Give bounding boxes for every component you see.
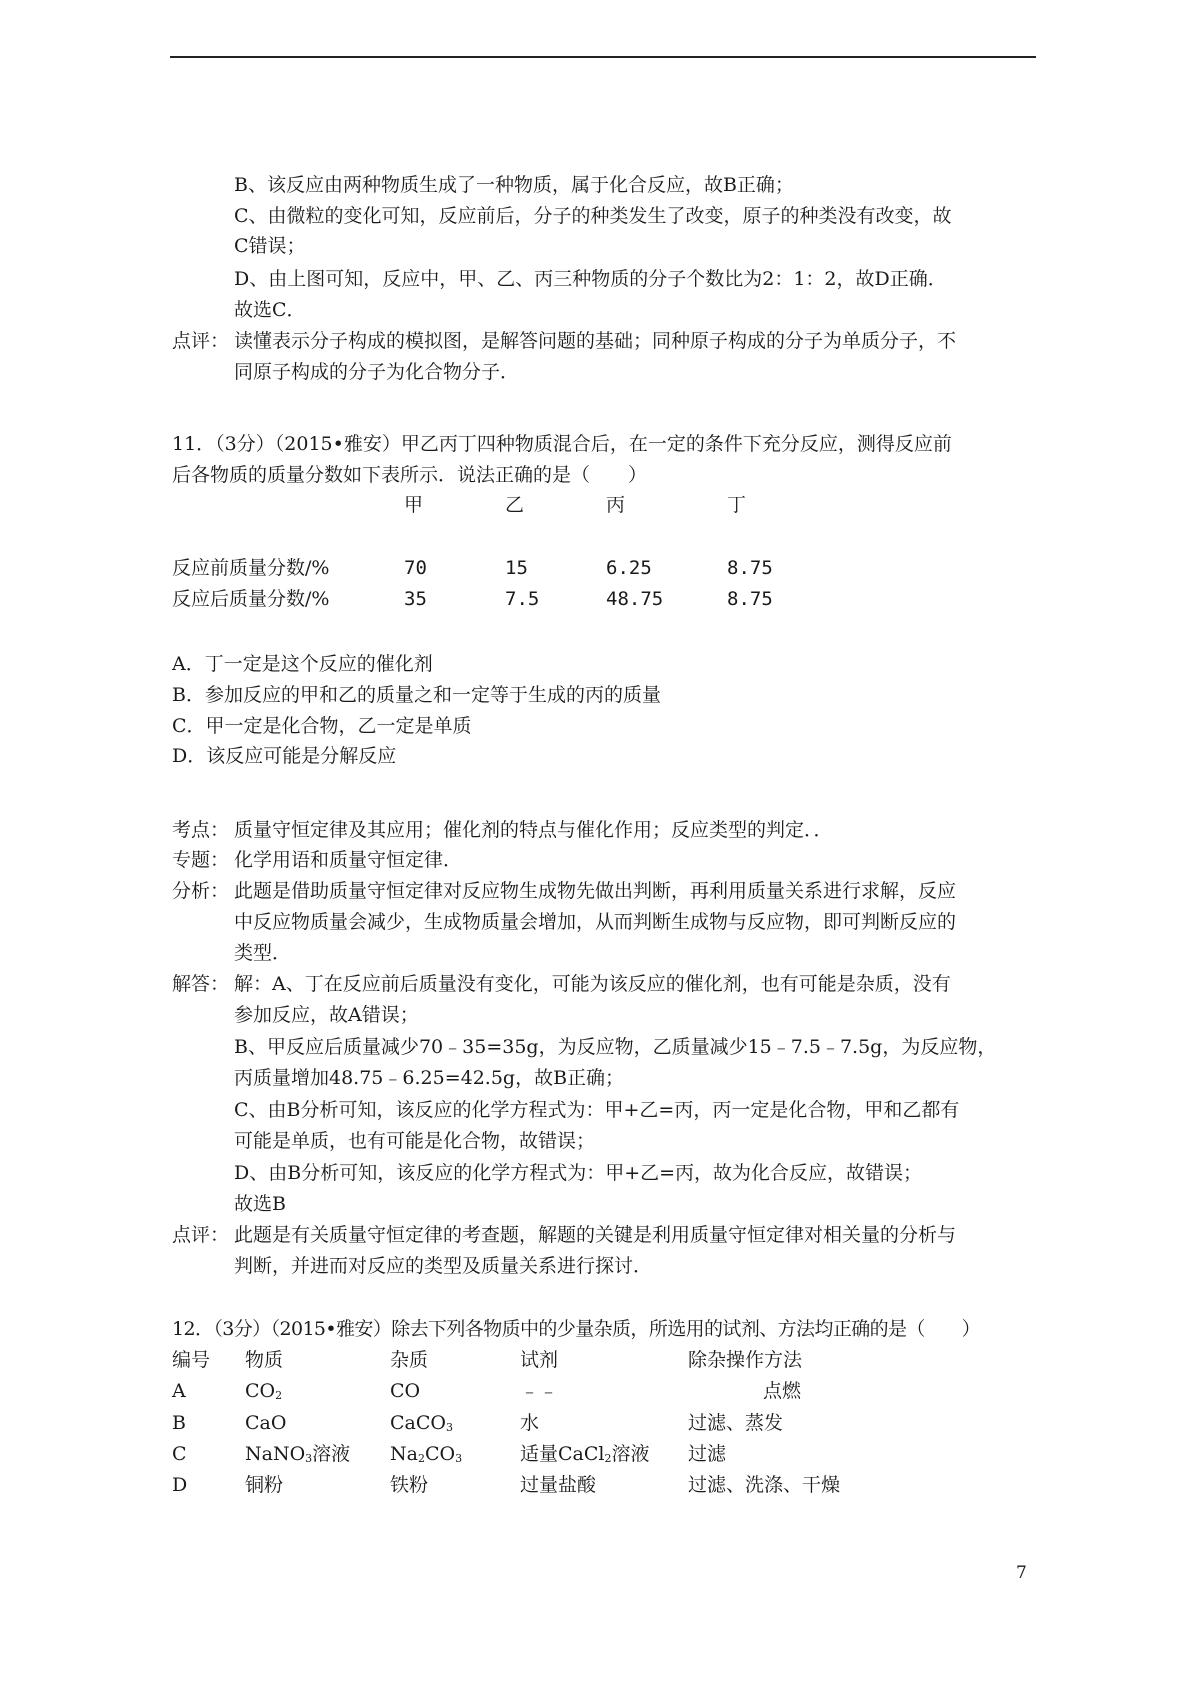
q12-substance: $CO_2$ — [245, 1380, 283, 1402]
q12-reagent: 过量盐酸 — [520, 1474, 597, 1496]
q12-reagent: 水 — [520, 1412, 540, 1434]
q12-row-id: D — [172, 1474, 188, 1496]
q11-option-d: D．该反应可能是分解反应 — [172, 745, 397, 767]
q11-cell: 15 — [505, 557, 528, 579]
q11-row-label: 反应前质量分数/% — [172, 557, 330, 579]
q10-comment-line: 同原子构成的分子为化合物分子． — [234, 361, 520, 383]
jieda-line: 参加反应，故A错误； — [234, 1004, 419, 1026]
q11-table-header: 乙 — [505, 494, 525, 516]
fenxi-line: 中反应物质量会减少，生成物质量会增加，从而判断生成物与反应物，即可判断反应的 — [234, 911, 957, 933]
q11-option-a: A．丁一定是这个反应的催化剂 — [172, 653, 433, 675]
q11-cell: 35 — [404, 588, 427, 610]
zhuanti-text: 化学用语和质量守恒定律． — [234, 849, 463, 871]
q10-comment-line: 读懂表示分子构成的模拟图，是解答问题的基础；同种原子构成的分子为单质分子，不 — [234, 330, 957, 352]
jieda-line: D、由B分析可知，该反应的化学方程式为：甲+乙=丙，故为化合反应，故错误； — [234, 1162, 923, 1184]
q11-cell: 7.5 — [505, 588, 540, 610]
q12-substance: 铜粉 — [245, 1474, 284, 1496]
q12-impurity: 铁粉 — [390, 1474, 429, 1496]
jieda-line: B、甲反应后质量减少70﹣35=35g，为反应物，乙质量减少15﹣7.5﹣7.5g，为反应物， — [234, 1036, 997, 1058]
dianping-line: 判断，并进而对反应的类型及质量关系进行探讨． — [234, 1255, 653, 1277]
q12-method: 点燃 — [763, 1380, 802, 1402]
q10-line: 故选C． — [234, 299, 306, 321]
q11-option-c: C．甲一定是化合物，乙一定是单质 — [172, 715, 472, 737]
page-number: 7 — [1016, 1563, 1027, 1583]
q12-method: 过滤 — [688, 1443, 727, 1465]
jieda-line: 丙质量增加48.75﹣6.25=42.5g，故B正确； — [234, 1067, 625, 1089]
q11-cell: 70 — [404, 557, 427, 579]
kaodian-text: 质量守恒定律及其应用；催化剂的特点与催化作用；反应类型的判定．． — [234, 819, 833, 841]
q12-header: 杂质 — [390, 1349, 429, 1371]
q11-cell: 48.75 — [606, 588, 664, 610]
q12-header: 编号 — [172, 1349, 211, 1371]
q11-option-b: B．参加反应的甲和乙的质量之和一定等于生成的丙的质量 — [172, 684, 661, 706]
q11-cell: 6.25 — [606, 557, 652, 579]
q12-header: 试剂 — [520, 1349, 559, 1371]
q11-table-header: 丙 — [606, 494, 626, 516]
header-rule — [170, 56, 1036, 58]
q12-row-id: C — [172, 1443, 187, 1465]
q12-reagent: 适量CaCl$_2$溶液 — [520, 1443, 650, 1465]
dianping-label: 点评： — [172, 1224, 230, 1246]
q12-impurity: CO — [390, 1380, 421, 1402]
fenxi-line: 此题是借助质量守恒定律对反应物生成物先做出判断，再利用质量关系进行求解，反应 — [234, 880, 957, 902]
q11-row-label: 反应后质量分数/% — [172, 588, 330, 610]
zhuanti-label: 专题： — [172, 849, 230, 871]
q11-table-header: 丁 — [727, 494, 747, 516]
q10-line: D、由上图可知，反应中，甲、乙、丙三种物质的分子个数比为2：1：2，故D正确． — [234, 268, 947, 290]
jieda-line: C、由B分析可知，该反应的化学方程式为：甲+乙=丙，丙一定是化合物，甲和乙都有 — [234, 1099, 960, 1121]
q10-comment-label: 点评： — [172, 330, 230, 352]
fenxi-line: 类型． — [234, 942, 292, 964]
q11-stem-line: 11．（3分）（2015•雅安）甲乙丙丁四种物质混合后，在一定的条件下充分反应，测得反应前 — [172, 433, 952, 455]
q10-line: C、由微粒的变化可知，反应前后，分子的种类发生了改变，原子的种类没有改变，故 — [234, 205, 952, 227]
q12-reagent: ﹣﹣ — [520, 1380, 559, 1402]
q12-impurity: $Na_2CO_3$ — [390, 1443, 463, 1465]
dianping-line: 此题是有关质量守恒定律的考查题，解题的关键是利用质量守恒定律对相关量的分析与 — [234, 1224, 957, 1246]
q12-impurity: CaCO$_3$ — [390, 1412, 453, 1434]
jieda-line: 解：A、丁在反应前后质量没有变化，可能为该反应的催化剂，也有可能是杂质，没有 — [234, 973, 951, 995]
q12-substance: NaNO$_3$溶液 — [245, 1443, 351, 1465]
q12-method: 过滤、蒸发 — [688, 1412, 784, 1434]
q12-header: 除杂操作方法 — [688, 1349, 803, 1371]
q12-method: 过滤、洗涤、干燥 — [688, 1474, 841, 1496]
q11-table-header: 甲 — [404, 494, 424, 516]
fenxi-label: 分析： — [172, 880, 230, 902]
q12-header: 物质 — [245, 1349, 284, 1371]
jieda-line: 可能是单质，也有可能是化合物，故错误； — [234, 1130, 596, 1152]
q11-cell: 8.75 — [727, 557, 773, 579]
q12-row-id: A — [172, 1380, 186, 1402]
q10-line: C错误； — [234, 235, 306, 257]
jieda-line: 故选B — [234, 1193, 286, 1215]
q11-cell: 8.75 — [727, 588, 773, 610]
jieda-label: 解答： — [172, 973, 230, 995]
q12-stem: 12．（3分）（2015•雅安）除去下列各物质中的少量杂质，所选用的试剂、方法均正确的是（ ） — [172, 1318, 981, 1340]
q10-line: B、该反应由两种物质生成了一种物质，属于化合反应，故B正确； — [234, 174, 794, 196]
q12-row-id: B — [172, 1412, 186, 1434]
kaodian-label: 考点： — [172, 819, 230, 841]
q11-stem-line: 后各物质的质量分数如下表所示．说法正确的是（ ） — [172, 464, 648, 486]
q12-substance: CaO — [245, 1412, 287, 1434]
